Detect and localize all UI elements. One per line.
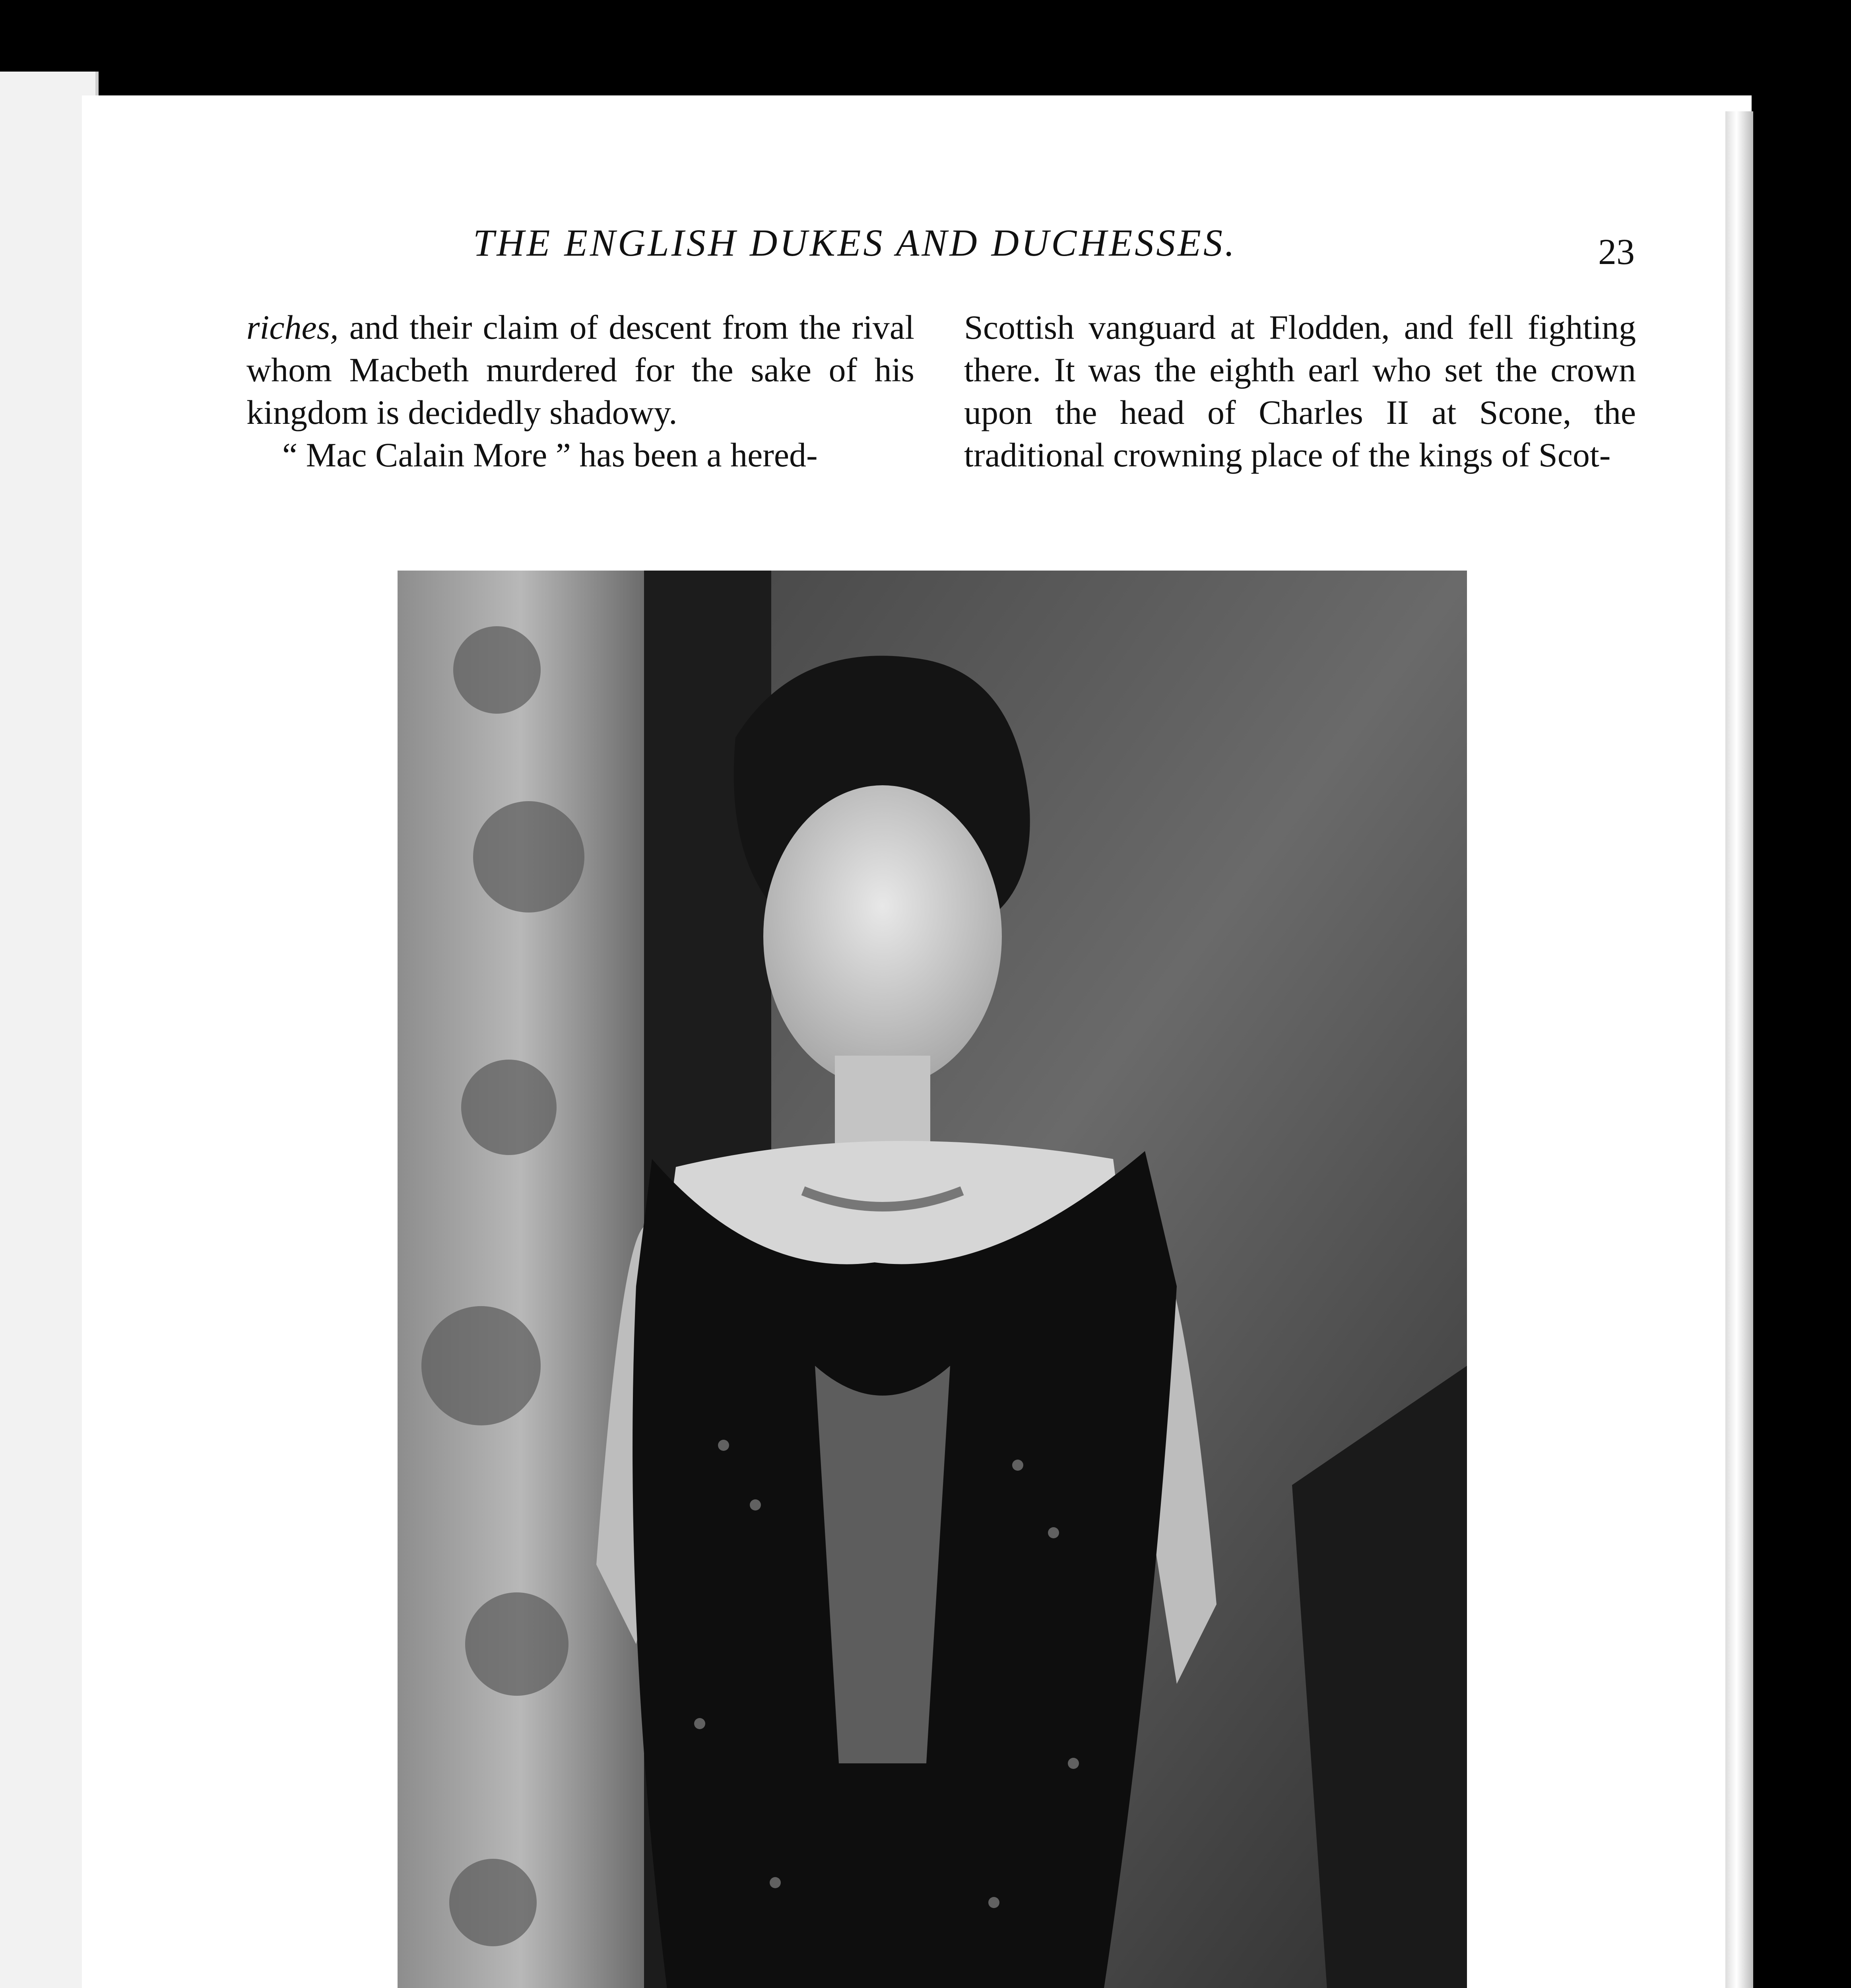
top-left-column: [246, 306, 914, 476]
portrait-photograph: [398, 571, 1467, 1988]
italic-word: riches,: [246, 308, 339, 346]
running-head: THE ENGLISH DUKES AND DUCHESSES.: [473, 221, 1237, 264]
page-stack-edge: [1725, 111, 1753, 1988]
portrait-illustration: [398, 571, 1467, 1988]
paragraph: [246, 306, 914, 434]
paragraph: “ Mac Calain More ” has been a hered-: [282, 436, 818, 474]
page-number: 23: [1598, 231, 1635, 272]
paragraph: Scottish vanguard at Flodden, and fell fighting there. It was the eighth earl who set the crown upon the head of Charles II at Scone, the traditional crowning place of the kings of Scot-: [964, 308, 1636, 474]
paragraph-text: and their claim of descent from the rival whom Macbeth murdered for the sake of his kingdom is decidedly shadowy.: [246, 308, 914, 431]
top-right-column: [964, 306, 1636, 476]
